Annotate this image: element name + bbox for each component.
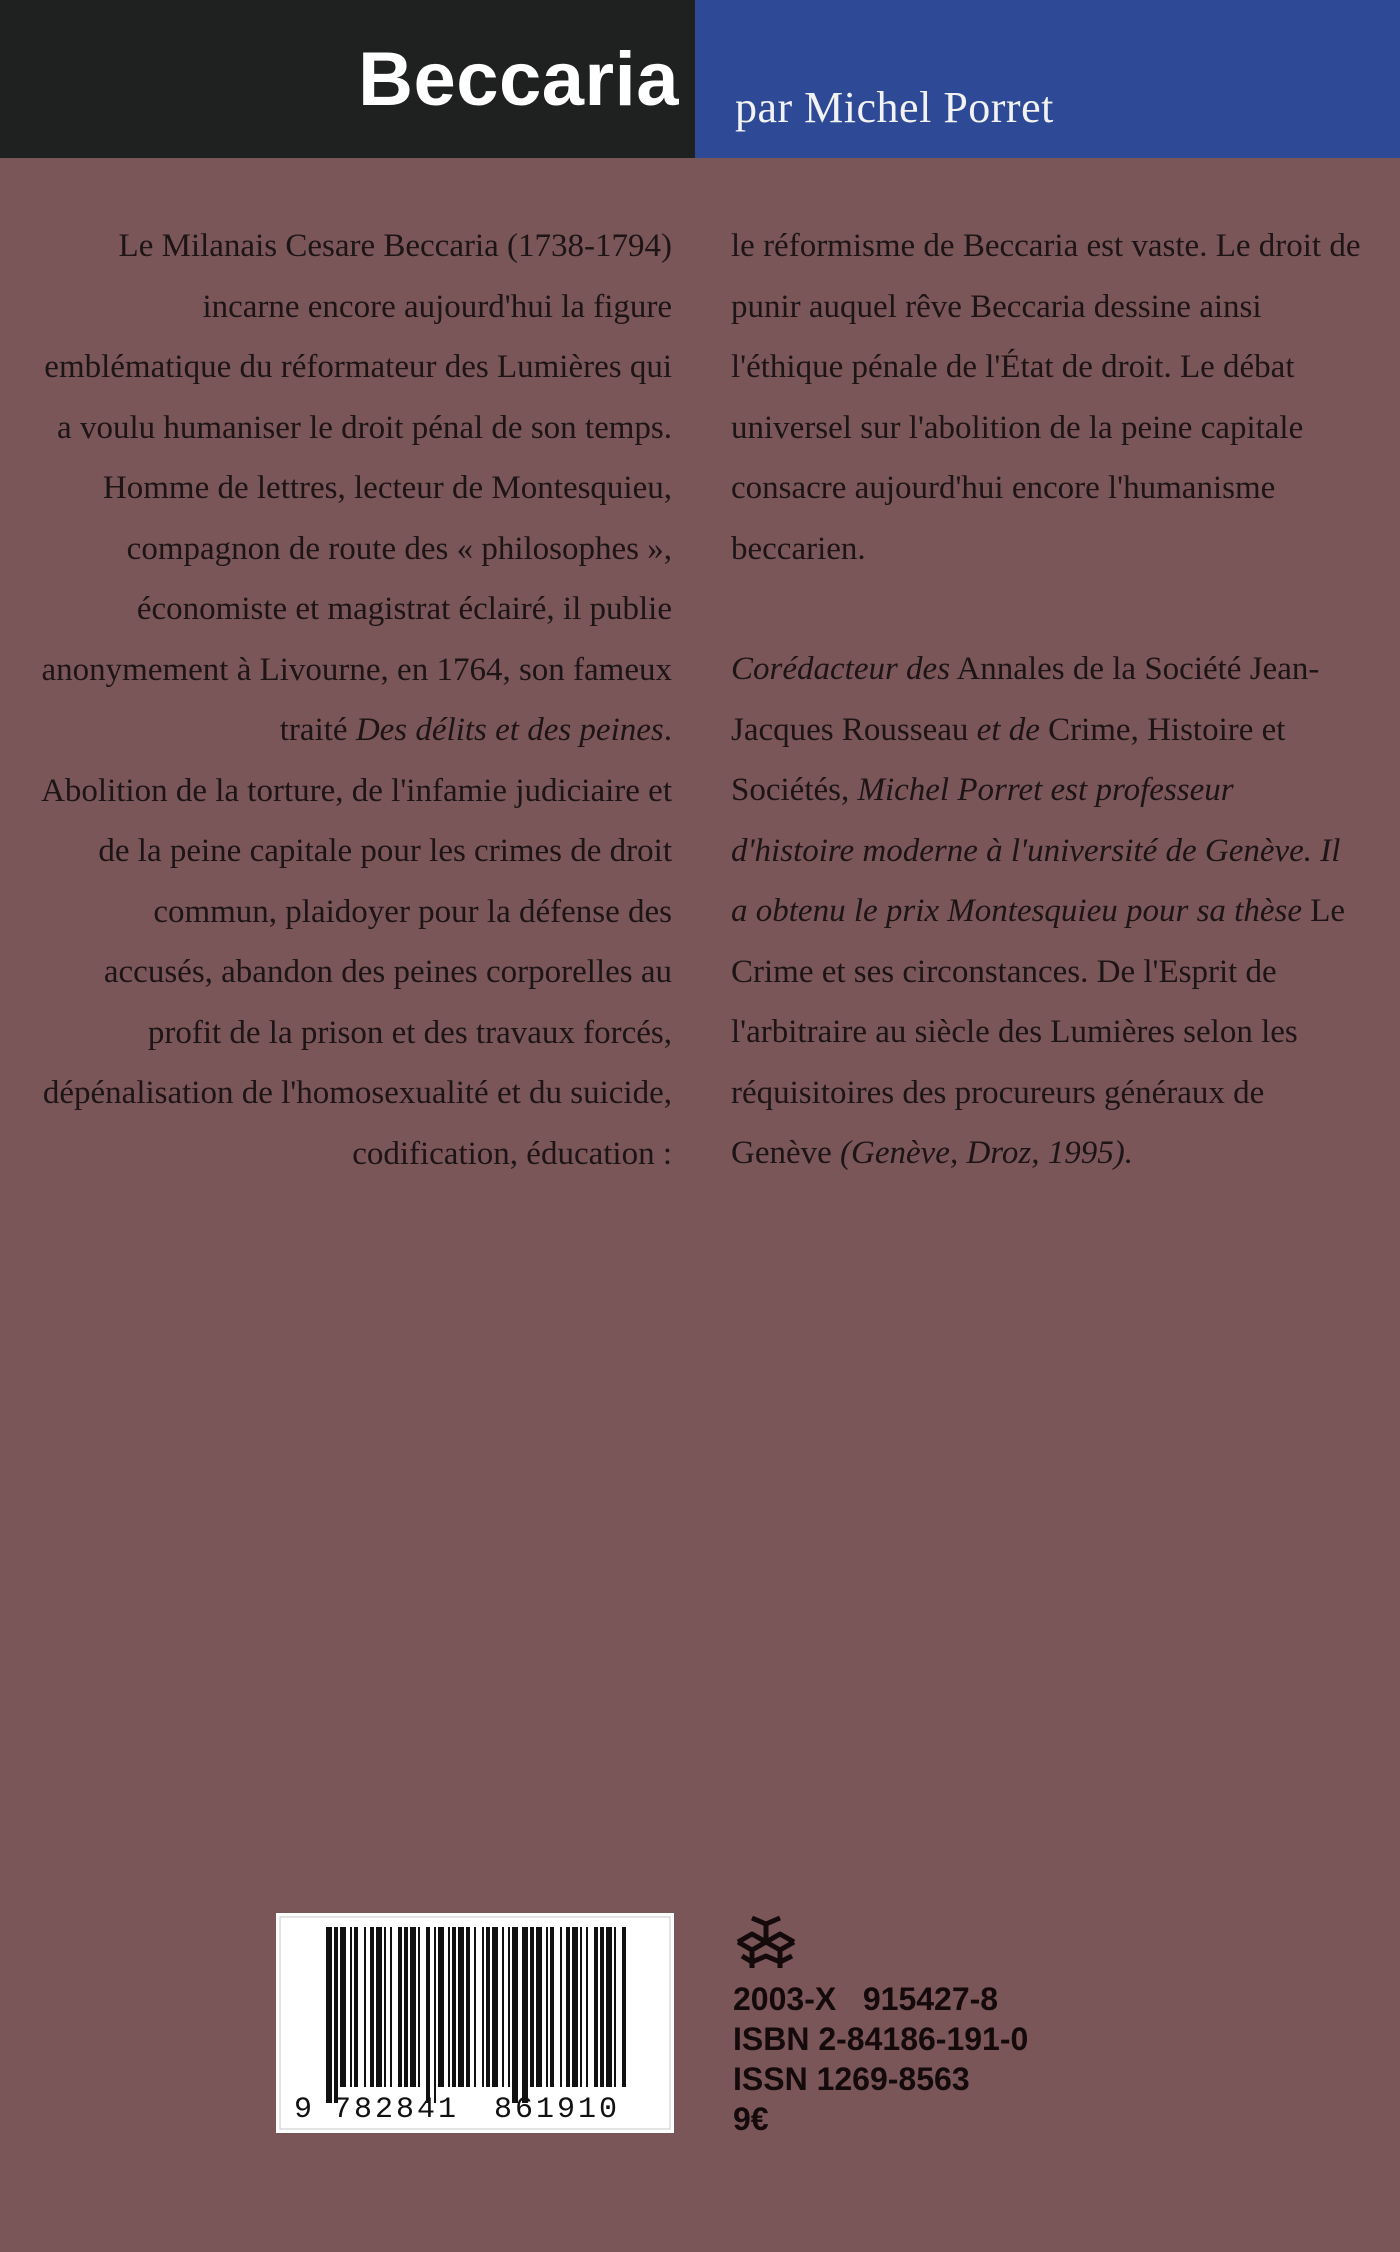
barcode-bar bbox=[448, 1927, 450, 2087]
book-author: par Michel Porret bbox=[735, 83, 1054, 132]
barcode-bar bbox=[370, 1927, 374, 2087]
barcode-bar bbox=[452, 1927, 456, 2087]
barcode-bar bbox=[512, 1927, 518, 2103]
barcode-bar bbox=[600, 1927, 604, 2087]
barcode-digits-right: 861910 bbox=[494, 2093, 621, 2127]
barcode-bar bbox=[334, 1927, 338, 2103]
barcode-bar bbox=[536, 1927, 542, 2087]
issn-code: ISSN 1269-8563 bbox=[733, 2061, 970, 2097]
book-title: Beccaria bbox=[358, 37, 679, 122]
barcode-bar bbox=[466, 1927, 470, 2087]
barcode-digits-left: 782841 bbox=[333, 2093, 460, 2127]
barcode-bar bbox=[482, 1927, 484, 2087]
isbn-code: ISBN 2-84186-191-0 bbox=[733, 2021, 1029, 2057]
barcode-bar bbox=[486, 1927, 490, 2087]
author-bio: Corédacteur des Annales de la Société Jean-Jacques Rousseau et de Crime, Histoire et Sociétés, Michel Porret est professeur d'histoire moderne à l'université de Genève. Il a obtenu le prix Montesquieu pour sa thèse Le Crime et ses circonstances. De l'Esprit de l'arbitraire au siècle des Lumières selon les réquisitoires des procureurs généraux de Genève (Genève, Droz, 1995). bbox=[731, 651, 1346, 1171]
barcode-bar bbox=[438, 1927, 444, 2087]
isbn-barcode bbox=[276, 1913, 674, 2133]
series-code: 2003-X 915427-8 bbox=[733, 1981, 999, 2017]
treatise-title: Des délits et des peines bbox=[355, 712, 664, 748]
barcode-bar bbox=[566, 1927, 570, 2087]
barcode-bar bbox=[580, 1927, 582, 2087]
barcode-bar bbox=[418, 1927, 420, 2087]
barcode-bar bbox=[530, 1927, 534, 2087]
barcode-bar bbox=[410, 1927, 416, 2087]
price: 9€ bbox=[733, 2101, 769, 2137]
barcode-bar bbox=[350, 1927, 352, 2087]
barcode-bar bbox=[594, 1927, 598, 2087]
barcode-bar bbox=[426, 1927, 430, 2103]
barcode-bar bbox=[492, 1927, 498, 2087]
barcode-bar bbox=[572, 1927, 578, 2087]
summary-paragraph-3: le réformisme de Beccaria est vaste. Le droit de punir auquel rêve Beccaria dessine ainsi l'éthique pénale de l'État de droit. Le débat universel sur l'abolition de la peine capitale consacre aujourd'hui encore l'humanisme beccarien. bbox=[731, 228, 1361, 567]
barcode-graphic bbox=[276, 1913, 674, 2133]
catalog-codes bbox=[733, 1979, 1028, 2139]
barcode-bar bbox=[550, 1927, 554, 2087]
barcode-bar bbox=[340, 1927, 346, 2087]
barcode-bar bbox=[508, 1927, 510, 2087]
barcode-digit-first: 9 bbox=[294, 2093, 313, 2127]
barcode-bar bbox=[614, 1927, 616, 2087]
barcode-bar bbox=[474, 1927, 476, 2087]
barcode-bar bbox=[560, 1927, 562, 2087]
barcode-bar bbox=[586, 1927, 588, 2087]
barcode-bar bbox=[522, 1927, 528, 2103]
barcode-bar bbox=[546, 1927, 548, 2087]
barcode-bar bbox=[376, 1927, 382, 2087]
barcode-bar bbox=[398, 1927, 402, 2087]
barcode-bar bbox=[384, 1927, 386, 2087]
barcode-bar bbox=[326, 1927, 332, 2103]
barcode-bar bbox=[354, 1927, 358, 2087]
barcode-bar bbox=[390, 1927, 392, 2087]
right-text-column bbox=[731, 216, 1361, 1184]
header bbox=[0, 0, 1400, 158]
barcode-bar bbox=[502, 1927, 504, 2087]
book-stack-logo-icon bbox=[732, 1912, 802, 1976]
barcode-bar bbox=[622, 1927, 626, 2087]
barcode-bar bbox=[458, 1927, 464, 2087]
barcode-bar bbox=[364, 1927, 366, 2087]
barcode-bar bbox=[404, 1927, 408, 2087]
barcode-bar bbox=[606, 1927, 612, 2087]
left-text-column bbox=[40, 216, 672, 1184]
summary-paragraph-2: Abolition de la torture, de l'infamie judiciaire et de la peine capitale pour les crimes de droit commun, plaidoyer pour la défense des accusés, abandon des peines corporelles au profit de la prison et des travaux forcés, dépénalisation de l'homosexualité et du suicide, codification, éducation : bbox=[41, 772, 672, 1172]
barcode-bar bbox=[434, 1927, 436, 2103]
summary-paragraph-1: Le Milanais Cesare Beccaria (1738-1794) incarne encore aujourd'hui la figure emblématique du réformateur des Lumières qui a voulu humaniser le droit pénal de son temps. Homme de lettres, lecteur de Montesquieu, compagnon de route des « philosophes », économiste et magistrat éclairé, il publie anonymement à Livourne, en 1764, son fameux traité Des délits et des peines. bbox=[41, 228, 672, 748]
header-title-band bbox=[0, 0, 695, 158]
header-author-band bbox=[695, 0, 1400, 158]
